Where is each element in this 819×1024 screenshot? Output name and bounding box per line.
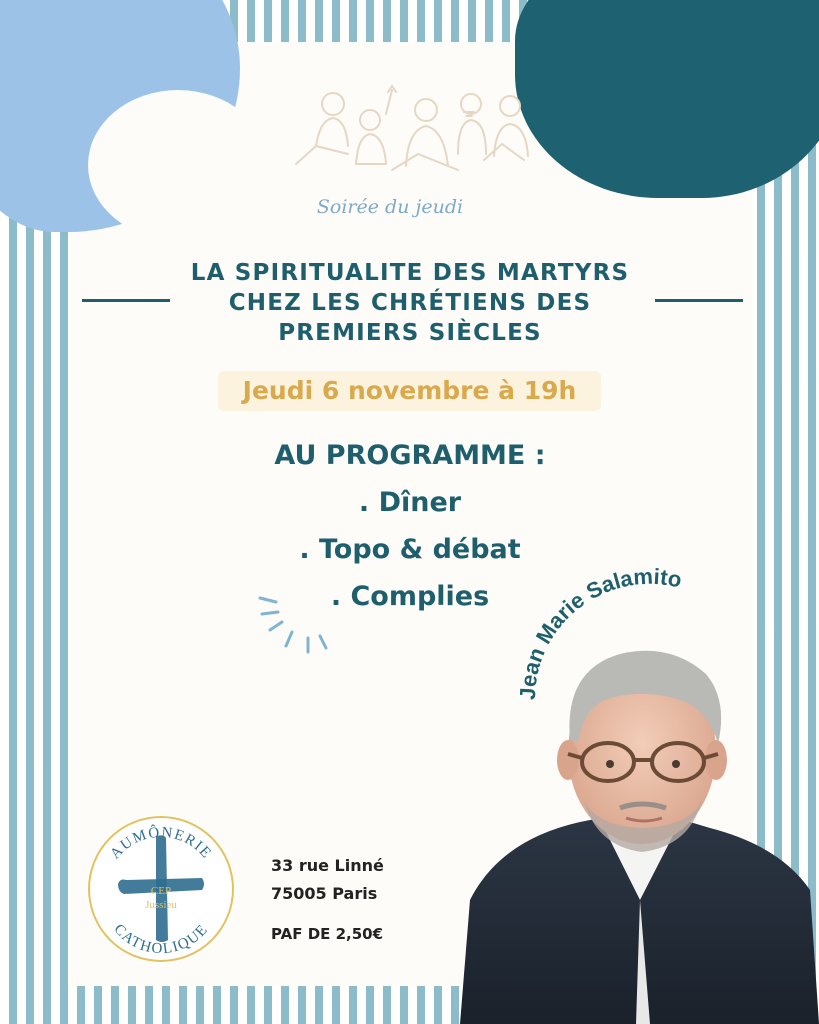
sparkle-burst-icon [252, 588, 342, 658]
title-rule-left [82, 299, 170, 302]
logo-top-text: AUMÔNERIE [107, 824, 215, 863]
address-line: 75005 Paris [271, 884, 378, 903]
blob-notch [88, 90, 268, 240]
address-line: 33 rue Linné [271, 856, 384, 875]
programme-item: . Complies [330, 581, 490, 612]
title-line: LA SPIRITUALITE DES MARTYRS [190, 260, 630, 286]
title-rule-right [655, 299, 743, 302]
logo-center-line1: CEP [150, 885, 172, 897]
logo-center-line2: Jussieu [145, 899, 177, 911]
title-line: PREMIERS SIÈCLES [278, 320, 542, 346]
speaker-name: Jean Marie Salamito [514, 563, 684, 701]
people-sketch-illustration [288, 84, 538, 176]
programme-item: . Dîner [358, 487, 462, 518]
aumonerie-logo [84, 812, 238, 966]
speaker-photo [460, 640, 819, 1024]
venue-address [271, 852, 421, 908]
event-title [160, 258, 660, 348]
participation-fee: PAF DE 2,50€ [271, 925, 384, 943]
series-label: Soirée du jeudi [316, 196, 464, 218]
programme-heading: AU PROGRAMME : [274, 440, 546, 471]
programme-item: . Topo & débat [299, 534, 521, 565]
logo-bottom-text: CATHOLIQUE [110, 921, 212, 958]
event-date: Jeudi 6 novembre à 19h [242, 376, 577, 405]
title-line: CHEZ LES CHRÉTIENS DES [228, 290, 592, 316]
